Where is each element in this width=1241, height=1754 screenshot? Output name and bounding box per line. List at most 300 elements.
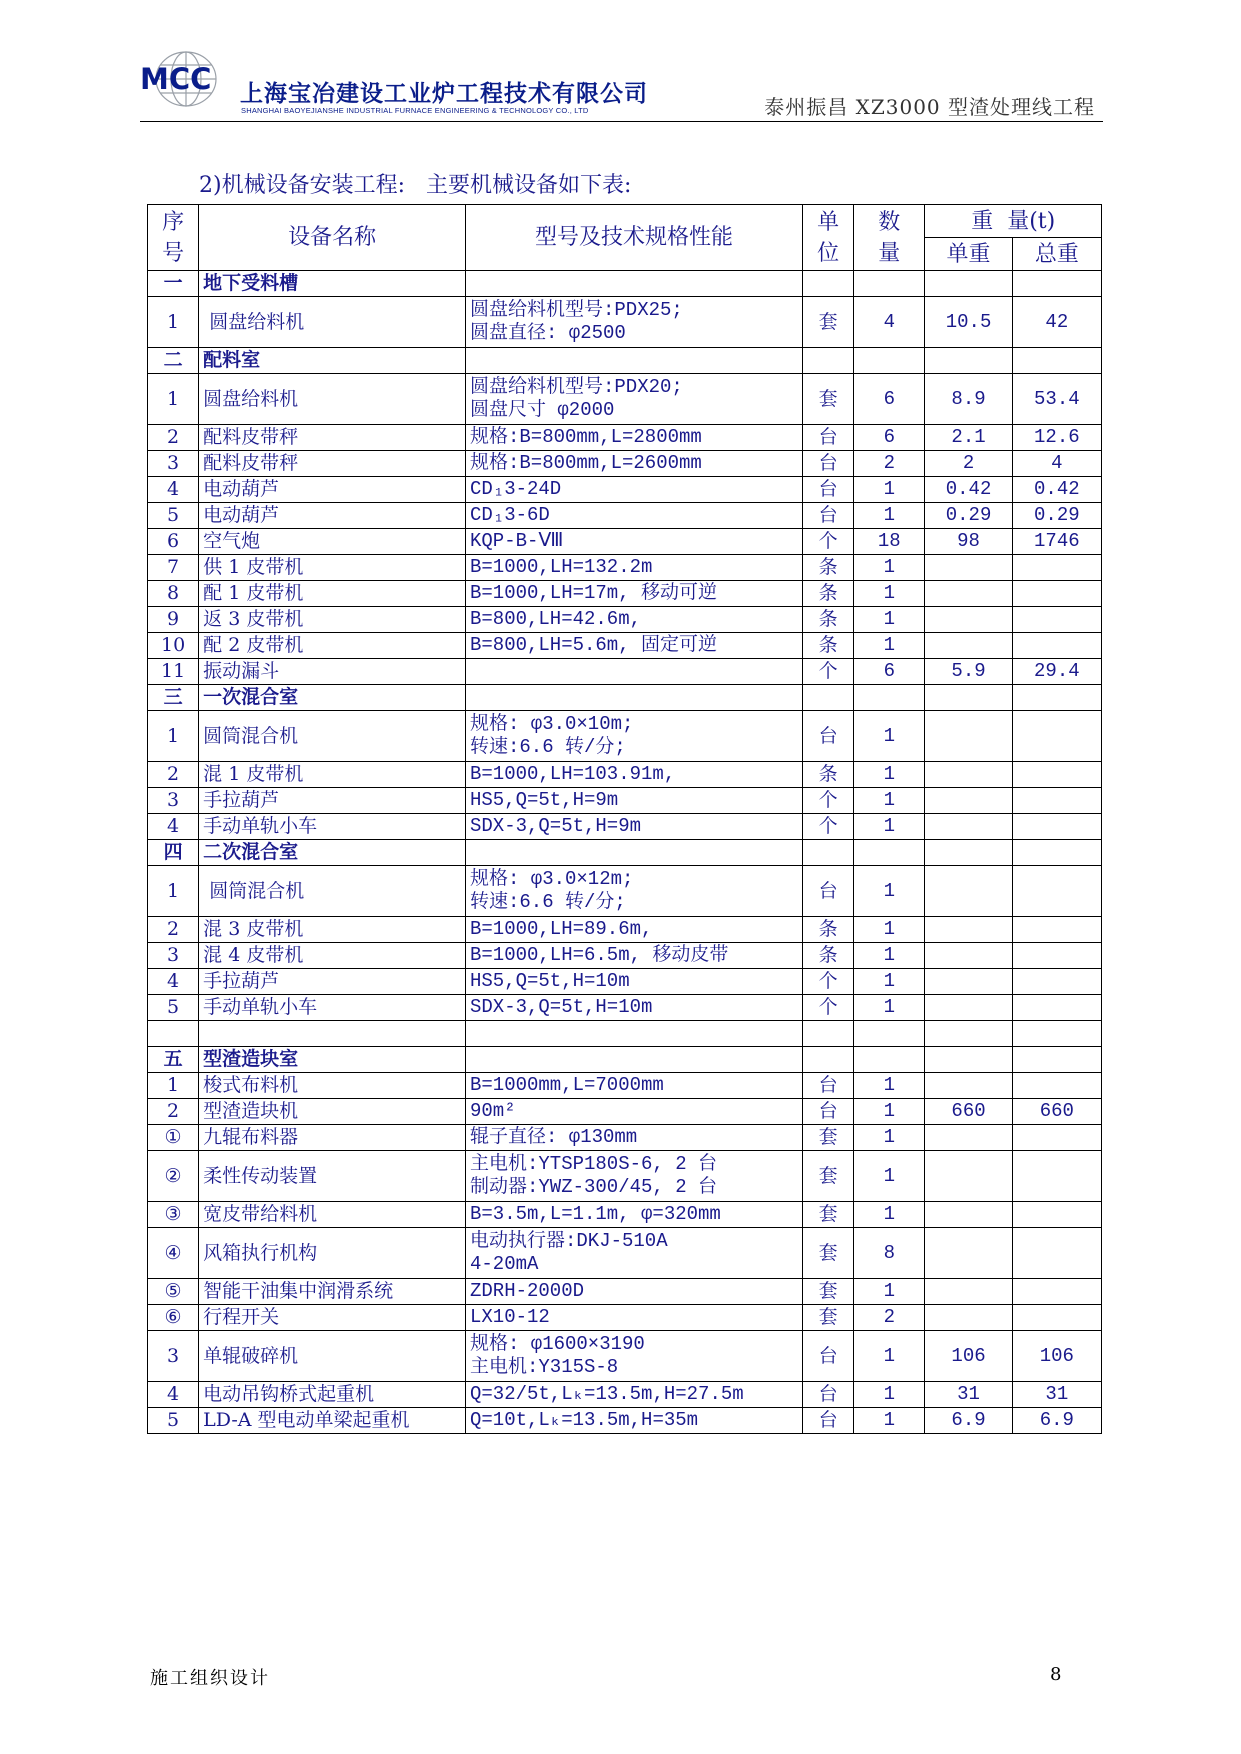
cell-name [199, 1021, 466, 1047]
cell-seq: 1 [148, 374, 199, 425]
cell-unit-weight [925, 814, 1012, 840]
cell-seq: 5 [148, 503, 199, 529]
table-row [148, 555, 1102, 581]
cell-seq: 2 [148, 1099, 199, 1125]
cell-qty [854, 1047, 925, 1073]
cell-total-weight [1012, 1305, 1101, 1331]
cell-unit-weight: 2.1 [925, 425, 1012, 451]
cell-spec: 圆盘给料机型号:PDX20; 圆盘尺寸 φ2000 [465, 374, 802, 425]
header-weight: 重 量(t) [925, 205, 1102, 238]
table-row [148, 1151, 1102, 1202]
cell-spec: B=800,LH=5.6m, 固定可逆 [465, 633, 802, 659]
cell-name: 配料皮带秤 [199, 451, 466, 477]
cell-unit-weight [925, 995, 1012, 1021]
cell-qty: 1 [854, 607, 925, 633]
table-row [148, 788, 1102, 814]
cell-total-weight [1012, 1202, 1101, 1228]
cell-total-weight [1012, 866, 1101, 917]
cell-seq: 7 [148, 555, 199, 581]
cell-unit: 台 [803, 425, 854, 451]
header-spec: 型号及技术规格性能 [465, 205, 802, 271]
cell-qty: 1 [854, 814, 925, 840]
header-unit: 单 位 [803, 205, 854, 271]
cell-name: 混 4 皮带机 [199, 943, 466, 969]
cell-seq: 2 [148, 425, 199, 451]
cell-total-weight [1012, 840, 1101, 866]
cell-spec [465, 659, 802, 685]
cell-name: 柔性传动装置 [199, 1151, 466, 1202]
cell-qty: 1 [854, 503, 925, 529]
cell-spec: HS5,Q=5t,H=10m [465, 969, 802, 995]
cell-name: 配 2 皮带机 [199, 633, 466, 659]
cell-seq: 3 [148, 943, 199, 969]
cell-qty: 2 [854, 451, 925, 477]
cell-total-weight: 42 [1012, 297, 1101, 348]
cell-unit: 个 [803, 529, 854, 555]
cell-unit: 台 [803, 503, 854, 529]
cell-unit: 个 [803, 788, 854, 814]
cell-total-weight [1012, 788, 1101, 814]
cell-spec: SDX-3,Q=5t,H=9m [465, 814, 802, 840]
cell-seq: 五 [148, 1047, 199, 1073]
table-row [148, 425, 1102, 451]
cell-qty [854, 685, 925, 711]
cell-name: 电动葫芦 [199, 503, 466, 529]
cell-seq: 11 [148, 659, 199, 685]
cell-seq: 4 [148, 477, 199, 503]
cell-qty: 1 [854, 1151, 925, 1202]
cell-spec: CD₁3-24D [465, 477, 802, 503]
cell-total-weight: 0.42 [1012, 477, 1101, 503]
table-row [148, 297, 1102, 348]
cell-unit-weight: 6.9 [925, 1408, 1012, 1434]
cell-unit: 套 [803, 1125, 854, 1151]
cell-name: 配料皮带秤 [199, 425, 466, 451]
cell-name: 型渣造块室 [199, 1047, 466, 1073]
cell-total-weight [1012, 348, 1101, 374]
cell-seq: ① [148, 1125, 199, 1151]
cell-unit: 台 [803, 477, 854, 503]
cell-qty: 6 [854, 659, 925, 685]
cell-total-weight [1012, 917, 1101, 943]
cell-total-weight [1012, 633, 1101, 659]
svg-text:MCC: MCC [140, 62, 212, 96]
cell-total-weight [1012, 685, 1101, 711]
cell-name: 圆盘给料机 [199, 374, 466, 425]
table-row [148, 1021, 1102, 1047]
cell-qty: 1 [854, 969, 925, 995]
cell-unit-weight [925, 1228, 1012, 1279]
table-row [148, 1382, 1102, 1408]
cell-name: 智能干油集中润滑系统 [199, 1279, 466, 1305]
cell-seq: 3 [148, 451, 199, 477]
cell-spec [465, 271, 802, 297]
cell-seq: ③ [148, 1202, 199, 1228]
cell-unit: 台 [803, 1073, 854, 1099]
cell-spec: ZDRH-2000D [465, 1279, 802, 1305]
cell-qty: 8 [854, 1228, 925, 1279]
cell-spec [465, 685, 802, 711]
cell-unit-weight: 660 [925, 1099, 1012, 1125]
cell-seq: 8 [148, 581, 199, 607]
cell-seq [148, 1021, 199, 1047]
cell-unit-weight [925, 1047, 1012, 1073]
table-row [148, 633, 1102, 659]
cell-spec: 规格:B=800mm,L=2600mm [465, 451, 802, 477]
cell-qty: 1 [854, 866, 925, 917]
cell-total-weight [1012, 271, 1101, 297]
equipment-table [147, 204, 1102, 1434]
table-row [148, 1331, 1102, 1382]
table-row [148, 1202, 1102, 1228]
cell-seq: 1 [148, 866, 199, 917]
cell-name: 手拉葫芦 [199, 788, 466, 814]
cell-unit-weight [925, 1202, 1012, 1228]
cell-seq: 5 [148, 995, 199, 1021]
cell-spec: 主电机:YTSP180S-6, 2 台 制动器:YWZ-300/45, 2 台 [465, 1151, 802, 1202]
cell-spec [465, 1021, 802, 1047]
table-row [148, 1125, 1102, 1151]
cell-unit: 条 [803, 762, 854, 788]
table-row [148, 503, 1102, 529]
cell-unit: 条 [803, 555, 854, 581]
cell-seq: 1 [148, 297, 199, 348]
cell-qty [854, 271, 925, 297]
cell-total-weight [1012, 969, 1101, 995]
cell-qty: 1 [854, 581, 925, 607]
cell-unit: 套 [803, 297, 854, 348]
cell-seq: 10 [148, 633, 199, 659]
cell-seq: 一 [148, 271, 199, 297]
cell-unit-weight [925, 1021, 1012, 1047]
cell-spec: 电动执行器:DKJ-510A 4-20mA [465, 1228, 802, 1279]
page-number: 8 [1050, 1664, 1062, 1685]
cell-total-weight: 4 [1012, 451, 1101, 477]
cell-spec: Q=32/5t,Lₖ=13.5m,H=27.5m [465, 1382, 802, 1408]
cell-unit: 台 [803, 1331, 854, 1382]
table-row [148, 529, 1102, 555]
cell-seq: ② [148, 1151, 199, 1202]
cell-total-weight [1012, 1047, 1101, 1073]
cell-unit-weight [925, 1073, 1012, 1099]
cell-unit-weight [925, 1305, 1012, 1331]
table-row [148, 581, 1102, 607]
cell-total-weight [1012, 581, 1101, 607]
cell-name: 行程开关 [199, 1305, 466, 1331]
cell-qty: 4 [854, 297, 925, 348]
cell-seq: 2 [148, 762, 199, 788]
cell-spec: B=800,LH=42.6m, [465, 607, 802, 633]
cell-seq: 5 [148, 1408, 199, 1434]
cell-name: 一次混合室 [199, 685, 466, 711]
cell-seq: ⑥ [148, 1305, 199, 1331]
cell-total-weight [1012, 1151, 1101, 1202]
cell-unit-weight [925, 762, 1012, 788]
cell-seq: 3 [148, 788, 199, 814]
section-row [148, 840, 1102, 866]
cell-name: 单辊破碎机 [199, 1331, 466, 1382]
table-row [148, 1073, 1102, 1099]
cell-name: 手拉葫芦 [199, 969, 466, 995]
cell-unit: 套 [803, 1202, 854, 1228]
cell-spec: B=3.5m,L=1.1m, φ=320mm [465, 1202, 802, 1228]
cell-unit: 套 [803, 1228, 854, 1279]
section-row [148, 271, 1102, 297]
cell-spec: 规格:B=800mm,L=2800mm [465, 425, 802, 451]
cell-spec: B=1000,LH=103.91m, [465, 762, 802, 788]
cell-name: 配 1 皮带机 [199, 581, 466, 607]
cell-seq: 二 [148, 348, 199, 374]
cell-total-weight [1012, 1125, 1101, 1151]
cell-qty: 1 [854, 1202, 925, 1228]
cell-qty [854, 1021, 925, 1047]
company-name-en: SHANGHAI BAOYEJIANSHE INDUSTRIAL FURNACE ENGINEERING & TECHNOLOGY CO., LTD [241, 106, 589, 115]
cell-unit-weight [925, 607, 1012, 633]
cell-seq: 6 [148, 529, 199, 555]
cell-unit [803, 348, 854, 374]
table-row [148, 866, 1102, 917]
cell-qty: 1 [854, 1408, 925, 1434]
cell-total-weight [1012, 814, 1101, 840]
cell-spec: CD₁3-6D [465, 503, 802, 529]
cell-name: 圆筒混合机 [199, 711, 466, 762]
cell-unit: 个 [803, 969, 854, 995]
cell-unit-weight [925, 685, 1012, 711]
cell-name: 九辊布料器 [199, 1125, 466, 1151]
cell-unit: 套 [803, 1151, 854, 1202]
cell-qty: 6 [854, 425, 925, 451]
cell-name: 型渣造块机 [199, 1099, 466, 1125]
table-row [148, 1305, 1102, 1331]
cell-name: 梭式布料机 [199, 1073, 466, 1099]
table-row [148, 762, 1102, 788]
cell-total-weight: 106 [1012, 1331, 1101, 1382]
table-row [148, 607, 1102, 633]
cell-unit: 套 [803, 1305, 854, 1331]
cell-unit [803, 685, 854, 711]
table-row [148, 995, 1102, 1021]
table-row [148, 814, 1102, 840]
cell-spec: Q=10t,Lₖ=13.5m,H=35m [465, 1408, 802, 1434]
section-row [148, 685, 1102, 711]
cell-name: 空气炮 [199, 529, 466, 555]
cell-spec: HS5,Q=5t,H=9m [465, 788, 802, 814]
cell-seq: ⑤ [148, 1279, 199, 1305]
cell-unit-weight [925, 840, 1012, 866]
cell-unit-weight [925, 271, 1012, 297]
cell-unit [803, 1021, 854, 1047]
cell-unit: 条 [803, 633, 854, 659]
cell-name: 混 3 皮带机 [199, 917, 466, 943]
cell-unit-weight: 98 [925, 529, 1012, 555]
cell-unit [803, 1047, 854, 1073]
cell-unit: 套 [803, 1279, 854, 1305]
cell-seq: 2 [148, 917, 199, 943]
cell-name: 圆盘给料机 [199, 297, 466, 348]
cell-unit-weight: 0.29 [925, 503, 1012, 529]
cell-unit: 台 [803, 866, 854, 917]
cell-unit-weight [925, 969, 1012, 995]
cell-unit-weight [925, 1151, 1012, 1202]
cell-total-weight [1012, 711, 1101, 762]
cell-unit-weight [925, 1279, 1012, 1305]
cell-total-weight [1012, 1021, 1101, 1047]
cell-total-weight: 12.6 [1012, 425, 1101, 451]
cell-seq: 4 [148, 1382, 199, 1408]
cell-name: 地下受料槽 [199, 271, 466, 297]
cell-qty: 1 [854, 1382, 925, 1408]
cell-spec: 圆盘给料机型号:PDX25; 圆盘直径: φ2500 [465, 297, 802, 348]
cell-total-weight: 6.9 [1012, 1408, 1101, 1434]
cell-seq: 3 [148, 1331, 199, 1382]
cell-spec: 辊子直径: φ130mm [465, 1125, 802, 1151]
cell-total-weight [1012, 762, 1101, 788]
cell-seq: 1 [148, 711, 199, 762]
cell-name: 电动吊钩桥式起重机 [199, 1382, 466, 1408]
cell-spec: 规格: φ3.0×12m; 转速:6.6 转/分; [465, 866, 802, 917]
cell-total-weight: 31 [1012, 1382, 1101, 1408]
table-row [148, 451, 1102, 477]
cell-name: 风箱执行机构 [199, 1228, 466, 1279]
cell-seq: 9 [148, 607, 199, 633]
cell-total-weight [1012, 555, 1101, 581]
cell-unit: 条 [803, 607, 854, 633]
cell-total-weight: 0.29 [1012, 503, 1101, 529]
cell-total-weight [1012, 995, 1101, 1021]
cell-qty: 1 [854, 1279, 925, 1305]
cell-spec: B=1000,LH=89.6m, [465, 917, 802, 943]
cell-qty: 1 [854, 633, 925, 659]
mcc-logo [140, 49, 230, 115]
cell-seq: 1 [148, 1073, 199, 1099]
header-seq: 序 号 [148, 205, 199, 271]
footer-doc-title: 施工组织设计 [150, 1668, 270, 1689]
cell-name: 圆筒混合机 [199, 866, 466, 917]
cell-unit [803, 271, 854, 297]
cell-name: 振动漏斗 [199, 659, 466, 685]
cell-total-weight [1012, 1228, 1101, 1279]
header-total-weight: 总重 [1012, 238, 1101, 271]
cell-unit-weight [925, 866, 1012, 917]
cell-unit-weight: 10.5 [925, 297, 1012, 348]
cell-unit-weight [925, 633, 1012, 659]
cell-unit: 个 [803, 995, 854, 1021]
cell-spec: 90m² [465, 1099, 802, 1125]
cell-spec: SDX-3,Q=5t,H=10m [465, 995, 802, 1021]
cell-seq: 4 [148, 814, 199, 840]
cell-qty: 1 [854, 943, 925, 969]
cell-total-weight: 660 [1012, 1099, 1101, 1125]
table-row [148, 917, 1102, 943]
cell-total-weight [1012, 607, 1101, 633]
cell-qty [854, 348, 925, 374]
cell-total-weight: 53.4 [1012, 374, 1101, 425]
cell-unit: 台 [803, 1382, 854, 1408]
cell-qty: 18 [854, 529, 925, 555]
table-row [148, 943, 1102, 969]
section-title: 2)机械设备安装工程: 主要机械设备如下表: [199, 173, 632, 198]
cell-unit: 条 [803, 943, 854, 969]
cell-unit-weight [925, 581, 1012, 607]
cell-qty: 6 [854, 374, 925, 425]
page-header [140, 45, 1103, 122]
cell-seq: 四 [148, 840, 199, 866]
cell-qty: 1 [854, 1099, 925, 1125]
cell-unit: 个 [803, 659, 854, 685]
cell-unit: 条 [803, 581, 854, 607]
cell-qty: 1 [854, 1331, 925, 1382]
cell-name: 返 3 皮带机 [199, 607, 466, 633]
cell-unit-weight [925, 348, 1012, 374]
cell-unit: 台 [803, 1408, 854, 1434]
cell-unit: 台 [803, 711, 854, 762]
cell-spec [465, 348, 802, 374]
header-name: 设备名称 [199, 205, 466, 271]
section-row [148, 1047, 1102, 1073]
table-row [148, 969, 1102, 995]
cell-unit-weight: 8.9 [925, 374, 1012, 425]
table-row [148, 1228, 1102, 1279]
cell-name: 混 1 皮带机 [199, 762, 466, 788]
table-row [148, 1279, 1102, 1305]
cell-unit: 个 [803, 814, 854, 840]
cell-qty [854, 840, 925, 866]
cell-unit-weight [925, 917, 1012, 943]
cell-unit-weight [925, 555, 1012, 581]
cell-spec: B=1000mm,L=7000mm [465, 1073, 802, 1099]
cell-unit: 套 [803, 374, 854, 425]
cell-unit-weight: 5.9 [925, 659, 1012, 685]
cell-spec: B=1000,LH=132.2m [465, 555, 802, 581]
cell-unit-weight [925, 943, 1012, 969]
cell-qty: 1 [854, 711, 925, 762]
cell-spec: B=1000,LH=6.5m, 移动皮带 [465, 943, 802, 969]
cell-spec: KQP-B-Ⅷ [465, 529, 802, 555]
cell-unit: 台 [803, 451, 854, 477]
cell-name: 供 1 皮带机 [199, 555, 466, 581]
cell-spec [465, 1047, 802, 1073]
cell-unit-weight: 2 [925, 451, 1012, 477]
cell-seq: ④ [148, 1228, 199, 1279]
cell-total-weight: 29.4 [1012, 659, 1101, 685]
cell-qty: 1 [854, 1073, 925, 1099]
cell-name: 宽皮带给料机 [199, 1202, 466, 1228]
cell-total-weight: 1746 [1012, 529, 1101, 555]
cell-qty: 2 [854, 1305, 925, 1331]
cell-spec [465, 840, 802, 866]
cell-name: 配料室 [199, 348, 466, 374]
cell-name: 电动葫芦 [199, 477, 466, 503]
cell-unit-weight: 31 [925, 1382, 1012, 1408]
table-row [148, 659, 1102, 685]
cell-name: 二次混合室 [199, 840, 466, 866]
cell-qty: 1 [854, 477, 925, 503]
cell-qty: 1 [854, 555, 925, 581]
cell-unit [803, 840, 854, 866]
cell-name: 手动单轨小车 [199, 814, 466, 840]
cell-unit-weight [925, 1125, 1012, 1151]
cell-unit: 台 [803, 1099, 854, 1125]
cell-seq: 三 [148, 685, 199, 711]
cell-total-weight [1012, 1073, 1101, 1099]
table-row [148, 1408, 1102, 1434]
cell-total-weight [1012, 943, 1101, 969]
table-row [148, 711, 1102, 762]
cell-spec: 规格: φ3.0×10m; 转速:6.6 转/分; [465, 711, 802, 762]
cell-qty: 1 [854, 917, 925, 943]
cell-unit-weight: 0.42 [925, 477, 1012, 503]
cell-unit-weight [925, 788, 1012, 814]
